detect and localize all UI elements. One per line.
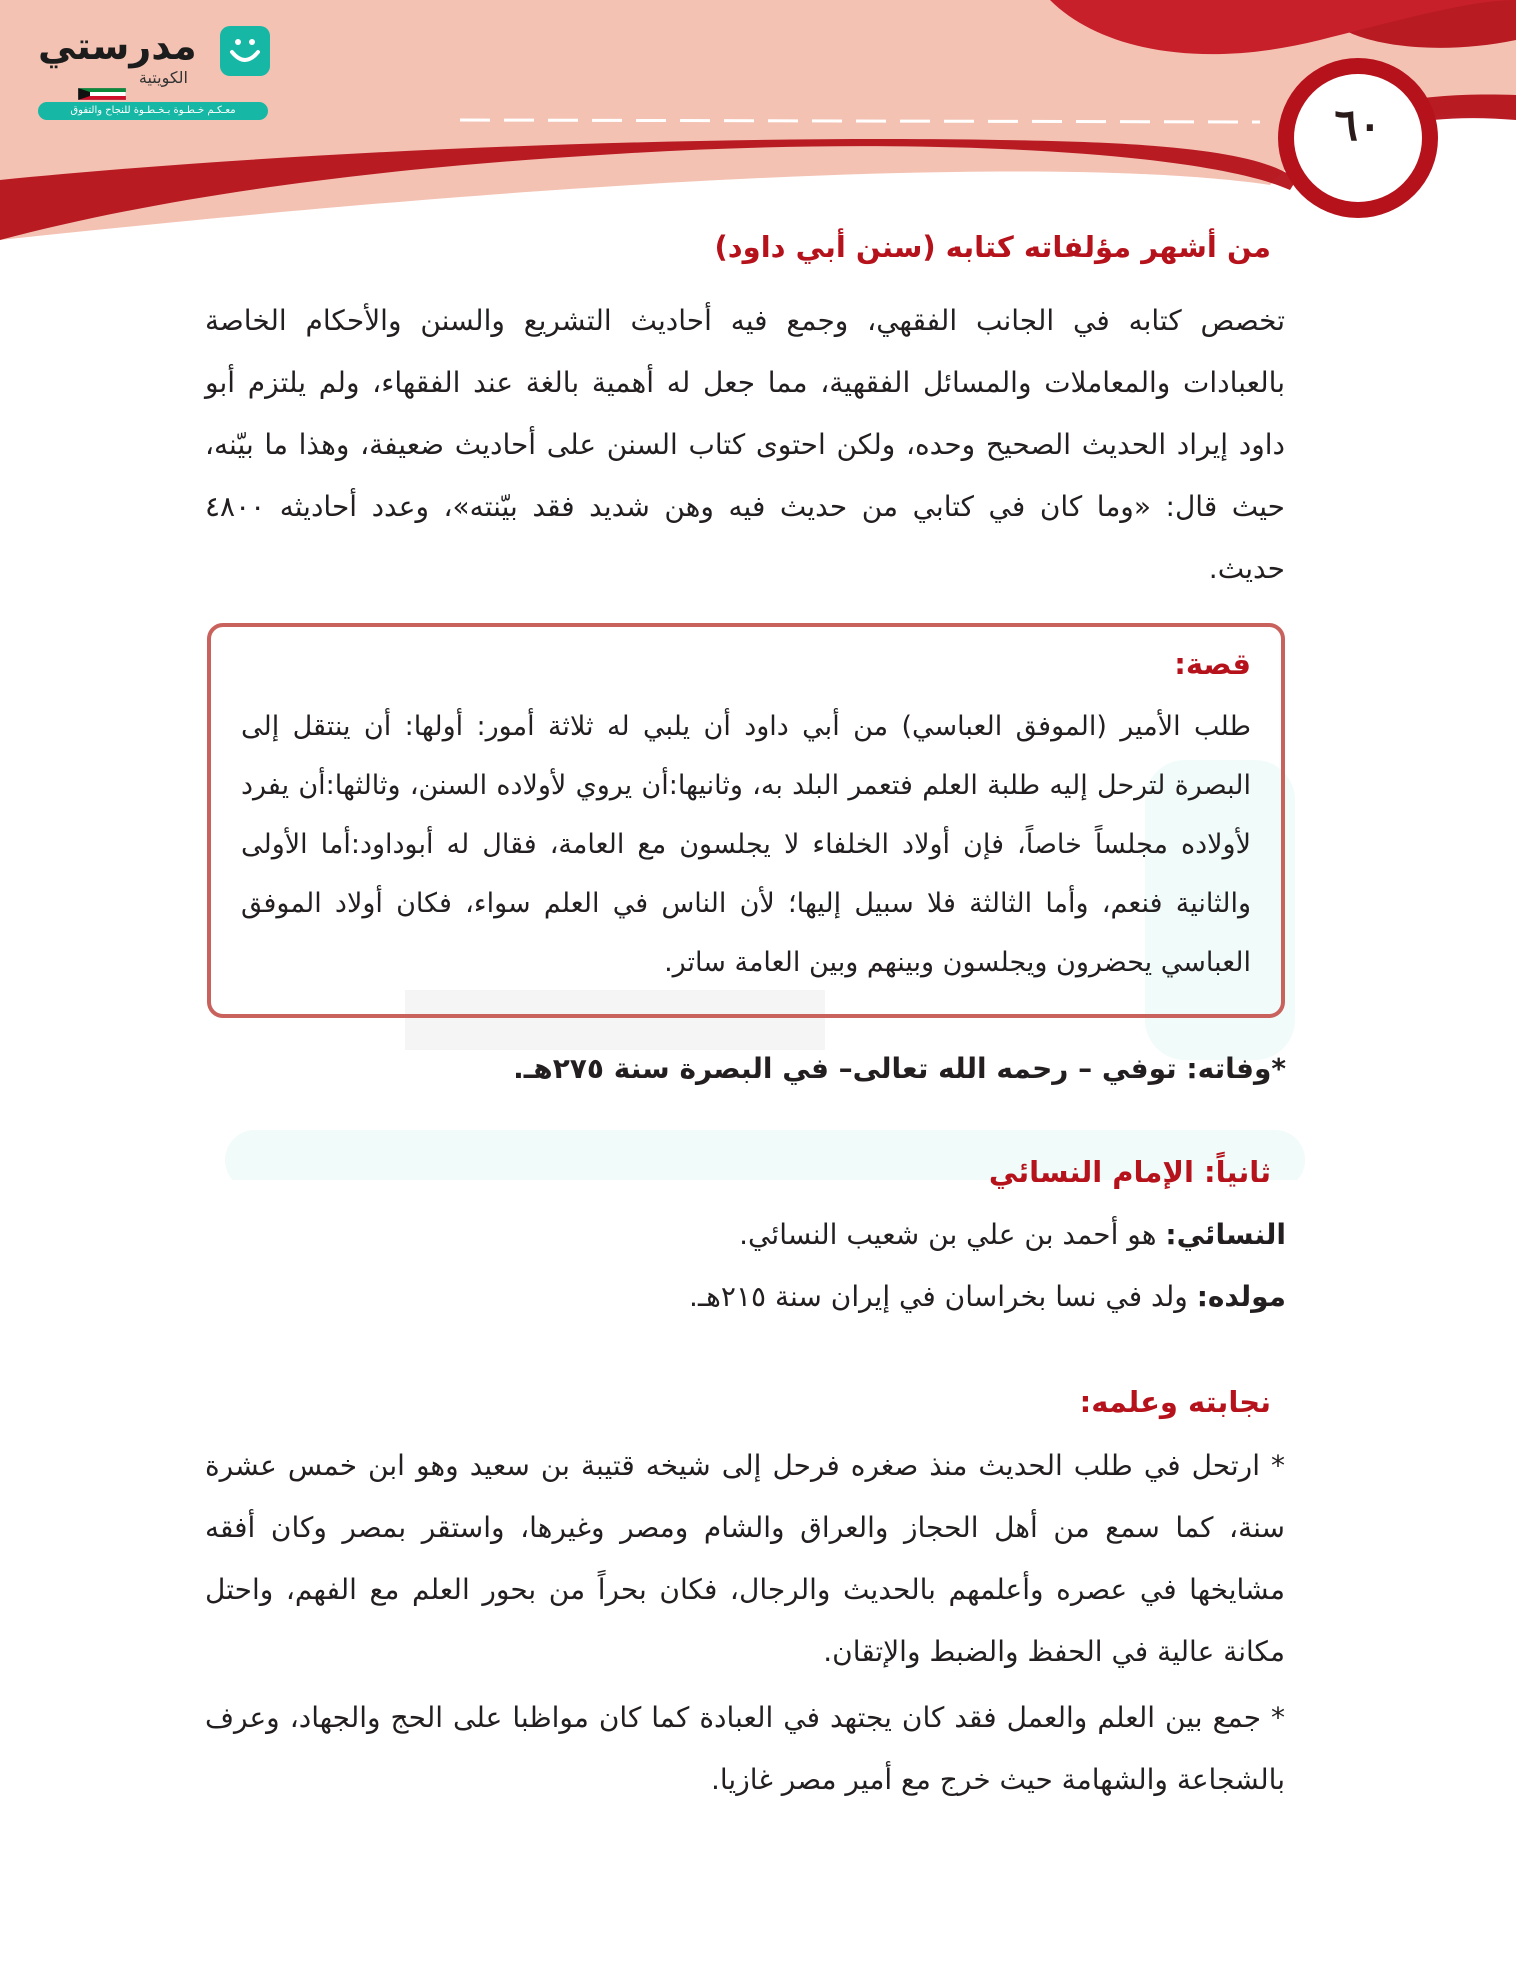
logo-slogan: معـكـم خـطـوة بـخـطـوة للنجاح والتفوق: [38, 102, 268, 120]
death-label: *وفاته:: [1186, 1052, 1286, 1085]
logo-subtitle: الكويتية: [138, 68, 188, 87]
death-text: توفي – رحمه الله تعالى– في البصرة سنة ٢٧٥هـ.: [513, 1052, 1187, 1085]
page-number: ٦٠: [1334, 100, 1382, 151]
nasai-birth-label: مولده:: [1196, 1280, 1286, 1313]
logo-book-icon: [218, 24, 272, 78]
story-box: [207, 623, 1285, 1018]
death-line: [513, 1052, 1286, 1085]
knowledge-para-2: * جمع بين العلم والعمل فقد كان يجتهد في العبادة كما كان مواظبا على الحج والجهاد، وعرف بالشجاعة والشهامة حيث خرج مع أمير مصر غازيا.: [205, 1701, 1285, 1796]
section-heading-knowledge: نجابته وعلمه:: [1079, 1385, 1271, 1419]
section-heading-sunan: من أشهر مؤلفاته كتابه (سنن أبي داود): [714, 230, 1271, 264]
nasai-name-line: [739, 1218, 1286, 1251]
section-heading-nasai: ثانياً: الإمام النسائي: [988, 1155, 1271, 1189]
section-body-sunan: تخصص كتابه في الجانب الفقهي، وجمع فيه أحاديث التشريع والسنن والأحكام الخاصة بالعبادات والمعاملات والمسائل الفقهية، مما جعل له أهمية بالغة عند الفقهاء، ولم يلتزم أبو داود إيراد الحديث الصحيح وحده، ولكن احتوى كتاب السنن على أحاديث ضعيفة، وهذا ما بيّنه، حيث قال: «وما كان في كتابي من حديث فيه وهن شديد فقد بيّنته»، وعدد أحاديثه ٤٨٠٠ حديث.: [205, 304, 1285, 585]
story-title: قصة:: [1174, 647, 1251, 681]
site-logo[interactable]: [38, 24, 273, 120]
knowledge-para-1: * ارتحل في طلب الحديث منذ صغره فرحل إلى شيخه قتيبة بن سعيد وهو ابن خمس عشرة سنة، كما سمع من أهل الحجاز والعراق والشام ومصر وغيرها، واستقر بمصر وكان أفقه مشايخها في عصره وأعلمهم بالحديث والرجال، فكان بحراً من بحور العلم مع الفهم، واحتل مكانة عالية في الحفظ والضبط والإتقان.: [205, 1449, 1285, 1668]
logo-name: مدرستي: [38, 24, 197, 68]
kuwait-flag-icon: [78, 88, 126, 100]
nasai-name-text: هو أحمد بن علي بن شعيب النسائي.: [739, 1218, 1166, 1251]
nasai-birth-text: ولد في نسا بخراسان في إيران سنة ٢١٥هـ.: [689, 1280, 1197, 1313]
nasai-name-label: النسائي:: [1165, 1218, 1286, 1251]
nasai-birth-line: [689, 1280, 1286, 1313]
story-text: طلب الأمير (الموفق العباسي) من أبي داود أن يلبي له ثلاثة أمور: أولها: أن ينتقل إلى البصرة لترحل إليه طلبة العلم فتعمر البلد به، وثانيها:أن يروي لأولاده السنن، وثالثها:أن يفرد لأولاده مجلساً خاصاً، فإن أولاد الخلفاء لا يجلسون مع العامة، فقال له أبوداود:أما الأولى والثانية فنعم، وأما الثالثة فلا سبيل إليها؛ لأن الناس في العلم سواء، فكان أولاد الموفق العباسي يحضرون ويجلسون وبينهم وبين العامة ساتر.: [241, 711, 1251, 978]
